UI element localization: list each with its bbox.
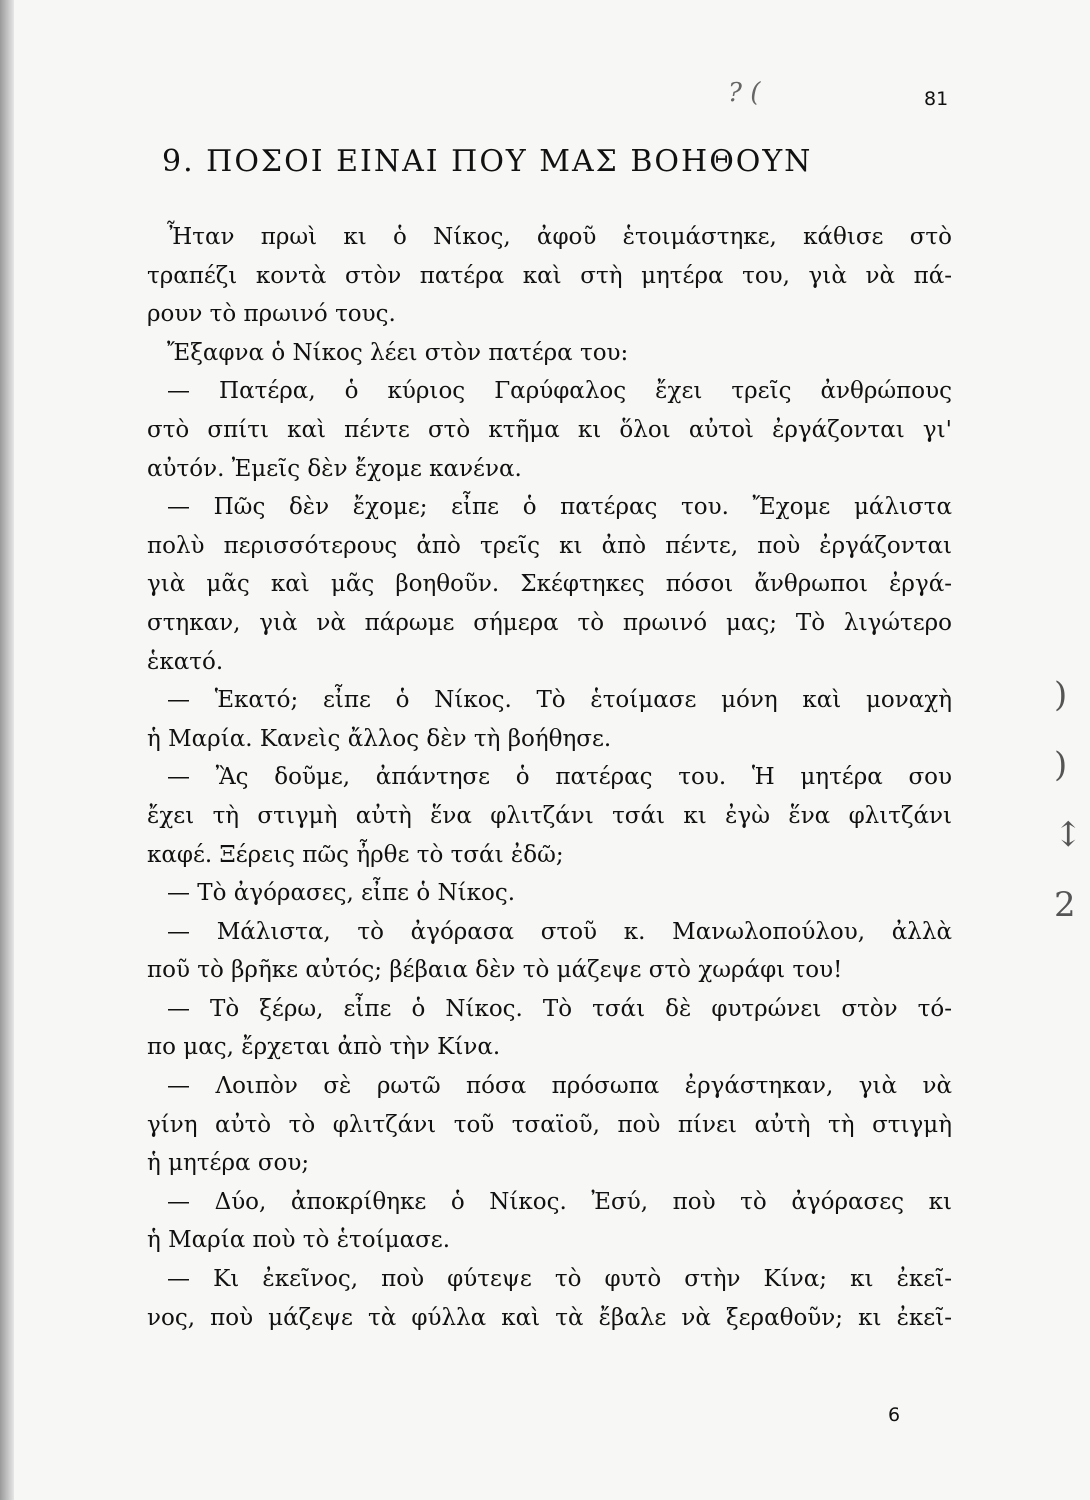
text-line: στὸ σπίτι καὶ πέντε στὸ κτῆμα κι ὅλοι αὐτοὶ ἐργάζονται γι': [147, 416, 952, 443]
text-line: ἡ Μαρία. Κανεὶς ἄλλος δὲν τὴ βοήθησε.: [147, 725, 612, 752]
handwritten-margin-mark: ? (: [728, 78, 761, 108]
text-line: γίνη αὐτὸ τὸ φλιτζάνι τοῦ τσαϊοῦ, ποὺ πίνει αὐτὴ τὴ στιγμὴ: [147, 1111, 952, 1138]
text-line: τραπέζι κοντὰ στὸν πατέρα καὶ στὴ μητέρα του, γιὰ νὰ πά-: [147, 262, 952, 289]
text-line: — Δύο, ἀποκρίθηκε ὁ Νίκος. Ἐσύ, ποὺ τὸ ἀγόρασες κι: [167, 1188, 952, 1215]
text-line: γιὰ μᾶς καὶ μᾶς βοηθοῦν. Σκέφτηκες πόσοι ἄνθρωποι ἐργά-: [147, 571, 952, 598]
text-line: πολὺ περισσότερους ἀπὸ τρεῖς κι ἀπὸ πέντε, ποὺ ἐργάζονται: [147, 532, 952, 559]
text-line: — Πατέρα, ὁ κύριος Γαρύφαλος ἔχει τρεῖς ἀνθρώπους: [167, 378, 952, 405]
text-line: πο μας, ἔρχεται ἀπὸ τὴν Κίνα.: [147, 1034, 501, 1061]
text-line: — Πῶς δὲν ἔχομε; εἶπε ὁ πατέρας του. Ἔχομε μάλιστα: [167, 494, 952, 521]
text-line: — Κι ἐκεῖνος, ποὺ φύτεψε τὸ φυτὸ στὴν Κίνα; κι ἐκεῖ-: [167, 1266, 952, 1293]
text-line: ποῦ τὸ βρῆκε αὐτός; βέβαια δὲν τὸ μάζεψε στὸ χωράφι του!: [147, 957, 843, 984]
page-spine-shadow: [0, 0, 14, 1500]
text-line: νος, ποὺ μάζεψε τὰ φύλλα καὶ τὰ ἔβαλε νὰ ξεραθοῦν; κι ἐκεῖ-: [147, 1304, 952, 1331]
text-line: αὐτόν. Ἐμεῖς δὲν ἔχομε κανένα.: [147, 455, 522, 482]
text-line: καφέ. Ξέρεις πῶς ἦρθε τὸ τσάι ἐδῶ;: [147, 841, 564, 868]
text-line: ρουν τὸ πρωινό τους.: [147, 301, 396, 328]
text-line: — Μάλιστα, τὸ ἀγόρασα στοῦ κ. Μανωλοπούλου, ἀλλὰ: [167, 918, 952, 945]
body-text: [147, 218, 952, 1337]
text-line: — Ἑκατό; εἶπε ὁ Νίκος. Τὸ ἑτοίμασε μόνη καὶ μοναχὴ: [167, 687, 952, 714]
text-line: — Τὸ ἀγόρασες, εἶπε ὁ Νίκος.: [167, 880, 516, 907]
page-number: 81: [924, 88, 949, 110]
text-line: Ἔξαφνα ὁ Νίκος λέει στὸν πατέρα του:: [167, 339, 629, 366]
text-line: — Λοιπὸν σὲ ρωτῶ πόσα πρόσωπα ἐργάστηκαν, γιὰ νὰ: [167, 1073, 952, 1100]
signature-mark: 6: [888, 1404, 901, 1426]
text-line: ἔχει τὴ στιγμὴ αὐτὴ ἕνα φλιτζάνι τσάι κι ἐγὼ ἕνα φλιτζάνι: [147, 802, 952, 829]
handwritten-right-margin-marks: ) ) ↕ 2: [1054, 675, 1083, 925]
text-line: ἡ μητέρα σου;: [147, 1150, 310, 1177]
text-line: στηκαν, γιὰ νὰ πάρωμε σήμερα τὸ πρωινό μας; Τὸ λιγώτερο: [147, 609, 952, 636]
text-line: ἡ Μαρία ποὺ τὸ ἑτοίμασε.: [147, 1227, 451, 1254]
text-line: ἑκατό.: [147, 648, 224, 675]
chapter-title: 9. ΠΟΣΟΙ ΕΙΝΑΙ ΠΟΥ ΜΑΣ ΒΟΗΘΟΥΝ: [162, 144, 813, 179]
text-line: Ἦταν πρωὶ κι ὁ Νίκος, ἀφοῦ ἑτοιμάστηκε, κάθισε στὸ: [167, 224, 952, 250]
text-line: — Τὸ ξέρω, εἶπε ὁ Νίκος. Τὸ τσάι δὲ φυτρώνει στὸν τό-: [167, 995, 952, 1022]
text-line: — Ἂς δοῦμε, ἀπάντησε ὁ πατέρας του. Ἡ μητέρα σου: [167, 764, 952, 791]
